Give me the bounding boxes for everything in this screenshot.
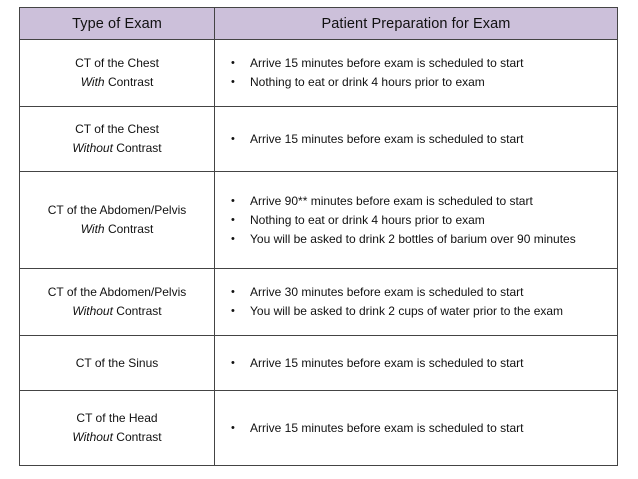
contrast-label: Contrast [112, 141, 162, 155]
table-row [20, 172, 618, 269]
exam-prep-table-wrapper [19, 7, 618, 466]
contrast-label: Contrast [104, 75, 154, 89]
instruction-list [215, 192, 611, 249]
bullet-icon: • [231, 286, 235, 298]
instruction-item: • Arrive 15 minutes before exam is scheduled to start [215, 419, 611, 438]
prep-cell [215, 172, 618, 269]
contrast-modifier: With [80, 222, 105, 236]
table-row [20, 391, 618, 466]
bullet-icon: • [231, 421, 235, 434]
bullet-icon: • [231, 132, 235, 145]
bullet-icon: • [231, 356, 235, 369]
contrast-label: Contrast [112, 430, 162, 444]
instruction-item: • Arrive 90** minutes before exam is scheduled to start [215, 192, 611, 211]
contrast-label: Contrast [112, 304, 162, 318]
prep-cell [215, 40, 618, 107]
header-type-of-exam: Type of Exam [20, 8, 215, 40]
table-row [20, 336, 618, 391]
exam-name: CT of the Head [76, 411, 158, 425]
table-header-row [20, 8, 618, 40]
header-patient-preparation: Patient Preparation for Exam [215, 8, 618, 40]
exam-type-cell [20, 40, 215, 107]
exam-name: CT of the Sinus [75, 355, 159, 370]
bullet-icon: • [231, 213, 235, 226]
bullet-icon: • [231, 232, 235, 245]
instruction-list [215, 419, 611, 438]
exam-prep-table [19, 7, 618, 466]
exam-type-cell [20, 172, 215, 269]
contrast-label: Contrast [104, 222, 154, 236]
prep-cell [215, 269, 618, 336]
instruction-item: • Arrive 15 minutes before exam is scheduled to start [215, 354, 611, 373]
prep-cell [215, 107, 618, 172]
table-row [20, 107, 618, 172]
contrast-modifier: Without [72, 141, 113, 155]
table-row [20, 269, 618, 336]
exam-name: CT of the Abdomen/Pelvis [47, 285, 187, 299]
contrast-modifier: Without [72, 304, 113, 318]
exam-type-cell [20, 107, 215, 172]
table-row [20, 40, 618, 107]
exam-type-cell [20, 336, 215, 391]
instruction-item: • Arrive 15 minutes before exam is scheduled to start [215, 54, 611, 73]
exam-name: CT of the Abdomen/Pelvis [47, 203, 187, 217]
exam-name: CT of the Chest [75, 122, 159, 136]
prep-cell [215, 336, 618, 391]
instruction-list [215, 283, 611, 321]
instruction-item: • Nothing to eat or drink 4 hours prior to exam [215, 211, 611, 230]
contrast-modifier: With [80, 75, 105, 89]
instruction-item: • You will be asked to drink 2 cups of water prior to the exam [215, 302, 611, 321]
instruction-list [215, 130, 611, 149]
bullet-icon: • [231, 76, 235, 88]
prep-cell [215, 391, 618, 466]
bullet-icon: • [231, 305, 235, 317]
exam-type-cell [20, 269, 215, 336]
instruction-list [215, 354, 611, 373]
exam-name: CT of the Chest [75, 56, 159, 70]
bullet-icon: • [231, 194, 235, 207]
instruction-item: • Nothing to eat or drink 4 hours prior to exam [215, 73, 611, 92]
bullet-icon: • [231, 57, 235, 69]
instruction-item: • Arrive 30 minutes before exam is scheduled to start [215, 283, 611, 302]
instruction-list [215, 54, 611, 92]
instruction-item: • You will be asked to drink 2 bottles of barium over 90 minutes [215, 230, 611, 249]
exam-type-cell [20, 391, 215, 466]
contrast-modifier: Without [72, 430, 113, 444]
instruction-item: • Arrive 15 minutes before exam is scheduled to start [215, 130, 611, 149]
